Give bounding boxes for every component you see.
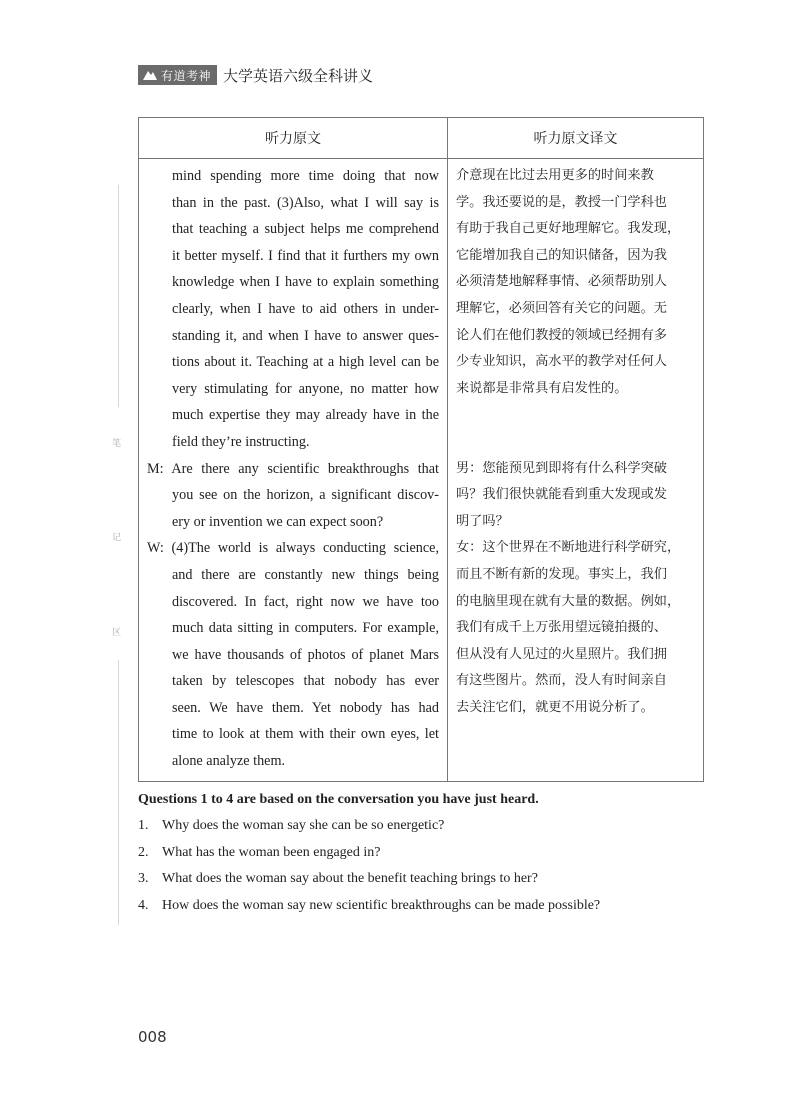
brand-icon (142, 68, 158, 82)
transcript-line: that teaching a subject helps me comprehend (172, 221, 439, 238)
book-title: 大学英语六级全科讲义 (223, 66, 374, 85)
transcript-table (138, 117, 704, 782)
transcript-line: M: Are there any scientific breakthroughs that (147, 460, 439, 477)
translation-line: 的电脑里现在就有大量的数据。例如， (456, 593, 681, 609)
margin-divider-top (118, 185, 119, 407)
transcript-line: and there are constantly new things being (172, 566, 439, 583)
translation-line: 我们有成千上万张用望远镜拍摄的、 (456, 620, 667, 636)
translation-line: 但从没有人见过的火星照片。我们拥 (456, 646, 667, 662)
page-number: 008 (138, 1028, 167, 1046)
question-text: How does the woman say new scientific breakthroughs can be made possible? (162, 897, 601, 913)
question-text: What does the woman say about the benefit teaching brings to her? (162, 871, 538, 886)
translation-line: 少专业知识，高水平的教学对任何人 (456, 354, 667, 370)
translation-line: 介意现在比过去用更多的时间来教 (456, 168, 654, 183)
translation-line: 论人们在他们教授的领域已经拥有多 (456, 327, 667, 343)
translation-line: 必须清楚地解释事情、必须帮助别人 (456, 274, 667, 290)
margin-note-char-3: 区 (112, 628, 122, 638)
transcript-line: than in the past. (3)Also, what I will say is (172, 194, 439, 211)
transcript-line: ery or invention we can expect soon? (172, 513, 384, 530)
question-number: 2. (138, 844, 149, 860)
transcript-line: mind spending more time doing that now (172, 168, 439, 184)
transcript-line: much data sitting in computers. For example, (172, 620, 439, 637)
brand-logo (138, 65, 217, 85)
questions-section (138, 790, 703, 922)
transcript-line: we have thousands of photos of planet Mars (172, 646, 439, 663)
translation-line: 女：这个世界在不断地进行科学研究， (456, 540, 681, 556)
transcript-line: W: (4)The world is always conducting science, (147, 540, 439, 557)
transcript-line: it better myself. I find that it furthers my own (172, 247, 439, 264)
transcript-line: knowledge when I have to explain something (172, 274, 439, 291)
transcript-line: field they’re instructing. (172, 433, 310, 450)
table-header-row (139, 118, 704, 159)
english-transcript-cell (139, 159, 448, 782)
transcript-line: standing it, and when I have to answer ques- (172, 327, 439, 344)
table-row (139, 159, 704, 782)
translation-line: 而且不断有新的发现。事实上，我们 (456, 566, 667, 582)
questions-list (138, 816, 703, 922)
brand-name: 有道考神 (161, 68, 212, 83)
translation-spacer (456, 402, 697, 455)
margin-note-char-1: 笔 (112, 439, 122, 449)
translation-line: 它能增加我自己的知识储备，因为我 (456, 247, 667, 263)
transcript-line: seen. We have them. Yet nobody has had (172, 699, 439, 716)
question-item (138, 896, 703, 923)
question-item (138, 843, 703, 870)
question-number: 3. (138, 871, 149, 886)
translation-line: 有助于我自己更好地理解它。我发现， (456, 221, 681, 237)
translation-line: 吗？我们很快就能看到重大发现或发 (456, 487, 667, 503)
transcript-line: you see on the horizon, a significant discov- (172, 487, 439, 504)
question-text: Why does the woman say she can be so energetic? (162, 818, 445, 833)
transcript-line: time to look at them with their own eyes, let (172, 726, 439, 743)
chinese-translation-cell (448, 159, 704, 782)
question-item (138, 869, 703, 896)
transcript-line: taken by telescopes that nobody has ever (172, 673, 439, 690)
transcript-line: discovered. In fact, right now we have too (172, 593, 439, 610)
translation-line: 来说都是非常具有启发性的。 (456, 380, 628, 396)
transcript-line: alone analyze them. (172, 753, 286, 770)
translation-line: 学。我还要说的是，教授一门学科也 (456, 194, 667, 210)
question-number: 4. (138, 897, 149, 913)
question-number: 1. (138, 818, 149, 833)
translation-line: 有这些图片。然而，没人有时间亲自 (456, 673, 667, 689)
page-header (138, 64, 373, 86)
transcript-line: tions about it. Teaching at a high level can be (172, 354, 439, 371)
transcript-line: clearly, when I have to aid others in under- (172, 300, 439, 317)
translation-line: 明了吗？ (456, 513, 509, 529)
margin-note-char-2: 记 (112, 533, 122, 543)
transcript-line: much expertise they may already have in the (172, 407, 439, 424)
translation-line: 男：您能预见到即将有什么科学突破 (456, 460, 667, 476)
translation-line: 理解它，必须回答有关它的问题。无 (456, 300, 667, 316)
transcript-line: very stimulating for anyone, no matter how (172, 380, 439, 397)
margin-divider-bottom (118, 660, 119, 925)
questions-heading: Questions 1 to 4 are based on the conversation you have just heard. (138, 792, 539, 807)
header-original-text: 听力原文 (139, 118, 448, 159)
header-translation: 听力原文译文 (448, 118, 704, 159)
question-item (138, 816, 703, 843)
question-text: What has the woman been engaged in? (162, 844, 381, 860)
translation-line: 去关注它们，就更不用说分析了。 (456, 699, 654, 715)
